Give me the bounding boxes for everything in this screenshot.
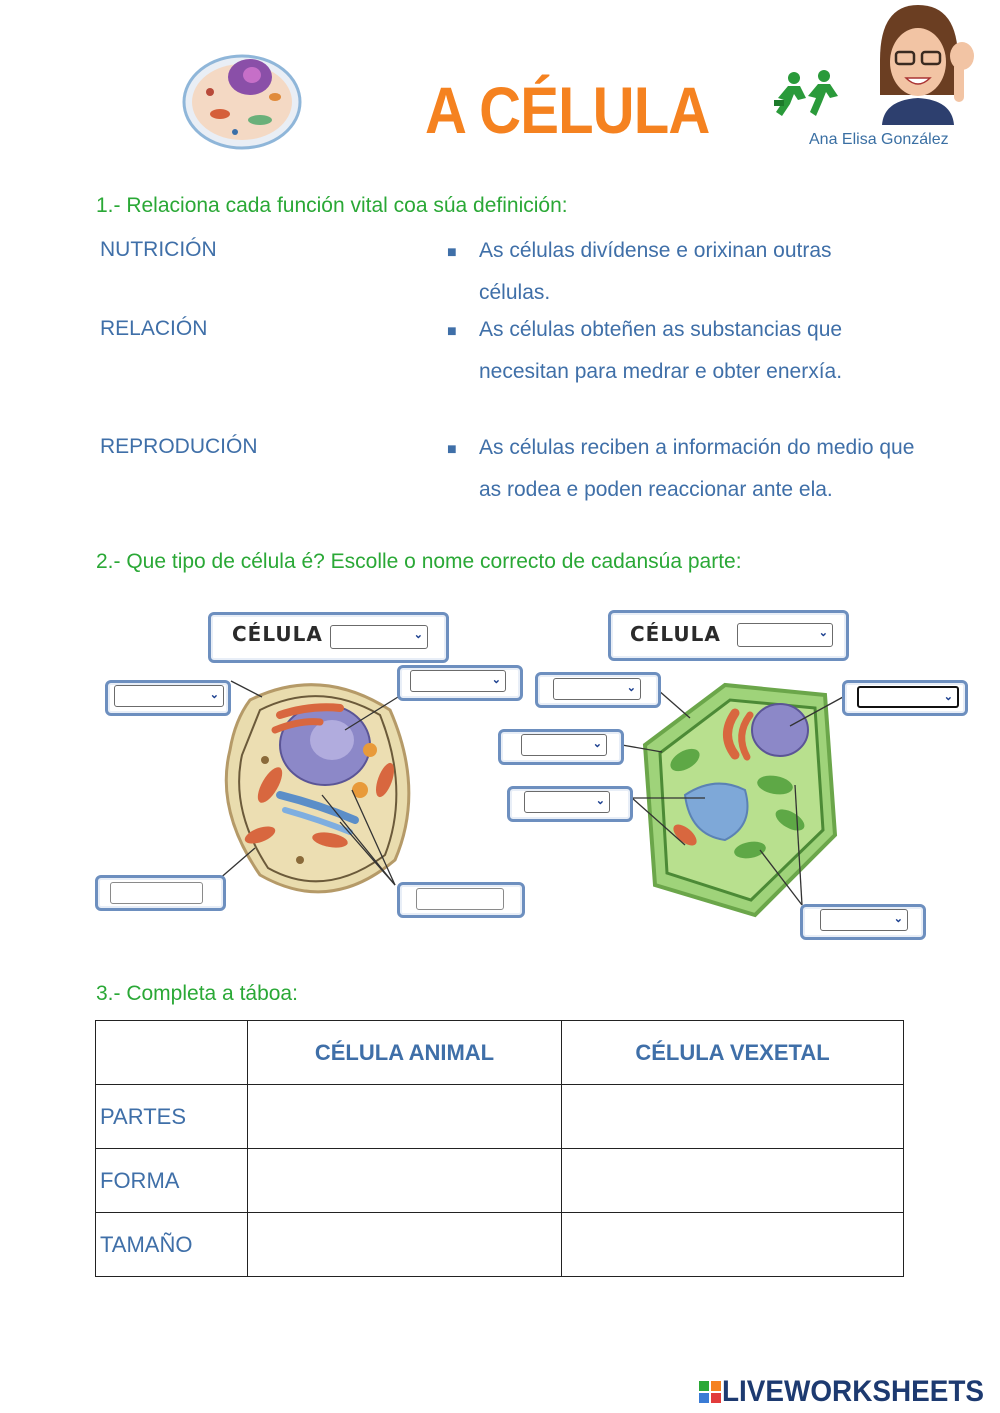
cell-input[interactable] — [562, 1085, 904, 1149]
table-header-row — [96, 1021, 904, 1085]
term-nutricion: NUTRICIÓN — [100, 238, 217, 261]
chevron-down-icon: ⌄ — [413, 629, 423, 641]
plant-part-select-vacuole[interactable] — [524, 791, 610, 813]
liveworksheets-logo-icon — [699, 1381, 721, 1403]
bullet-icon: ■ — [447, 323, 457, 340]
section3-heading: 3.- Completa a táboa: — [96, 982, 298, 1005]
animal-cell-type-label: CÉLULA — [232, 622, 323, 646]
plant-cell-type-label: CÉLULA — [630, 622, 721, 646]
chevron-down-icon: ⌄ — [209, 689, 219, 701]
definition-2[interactable]: As células obteñen as substancias que necesitan para medrar e obter enerxía. — [479, 318, 843, 383]
definition-3[interactable]: As células reciben a información do medio que as rodea e poden reaccionar ante ela. — [479, 436, 915, 501]
chevron-down-icon: ⌄ — [943, 691, 953, 703]
chevron-down-icon: ⌄ — [893, 913, 903, 925]
plant-part-select-wall[interactable] — [553, 678, 641, 700]
row-label-partes: PARTES — [96, 1085, 248, 1149]
chevron-down-icon: ⌄ — [595, 795, 605, 807]
page-title: A CÉLULA — [425, 73, 710, 147]
table-row — [96, 1085, 904, 1149]
animal-cell-type-select[interactable] — [330, 625, 428, 649]
animal-part-select-nucleus[interactable] — [410, 670, 506, 692]
plant-part-select-membrane[interactable] — [521, 734, 607, 756]
column-header-animal: CÉLULA ANIMAL — [248, 1021, 562, 1085]
table-row — [96, 1149, 904, 1213]
row-label-tamano: TAMAÑO — [96, 1213, 248, 1277]
cell-input[interactable] — [562, 1213, 904, 1277]
definition-1[interactable]: As células divídense e orixinan outras células. — [479, 239, 832, 304]
cell-input[interactable] — [248, 1213, 562, 1277]
comparison-table — [95, 1020, 904, 1277]
section2-heading: 2.- Que tipo de célula é? Escolle o nome correcto de cadansúa parte: — [96, 550, 742, 573]
bullet-icon: ■ — [447, 441, 457, 458]
animal-part-select-membrane[interactable] — [114, 685, 224, 707]
term-reproducion: REPRODUCIÓN — [100, 435, 258, 458]
column-header-plant: CÉLULA VEXETAL — [562, 1021, 904, 1085]
cell-input[interactable] — [248, 1149, 562, 1213]
plant-cell-type-select[interactable] — [737, 623, 833, 647]
table-corner-cell — [96, 1021, 248, 1085]
cell-input[interactable] — [562, 1149, 904, 1213]
cell-input[interactable] — [248, 1085, 562, 1149]
table-row — [96, 1213, 904, 1277]
term-relacion: RELACIÓN — [100, 317, 208, 340]
bullet-icon: ■ — [447, 244, 457, 261]
animal-part-input-organelles[interactable] — [416, 888, 504, 910]
chevron-down-icon: ⌄ — [491, 674, 501, 686]
chevron-down-icon: ⌄ — [592, 738, 602, 750]
plant-part-select-nucleus[interactable] — [857, 686, 959, 708]
plant-part-select-chloroplasts[interactable] — [820, 909, 908, 931]
chevron-down-icon: ⌄ — [818, 627, 828, 639]
chevron-down-icon: ⌄ — [626, 682, 636, 694]
row-label-forma: FORMA — [96, 1149, 248, 1213]
animal-part-input-cytoplasm[interactable] — [110, 882, 203, 904]
section1-heading: 1.- Relaciona cada función vital coa súa definición: — [96, 194, 568, 217]
liveworksheets-brand: LIVEWORKSHEETS — [722, 1375, 984, 1408]
author-name: Ana Elisa González — [809, 131, 949, 148]
